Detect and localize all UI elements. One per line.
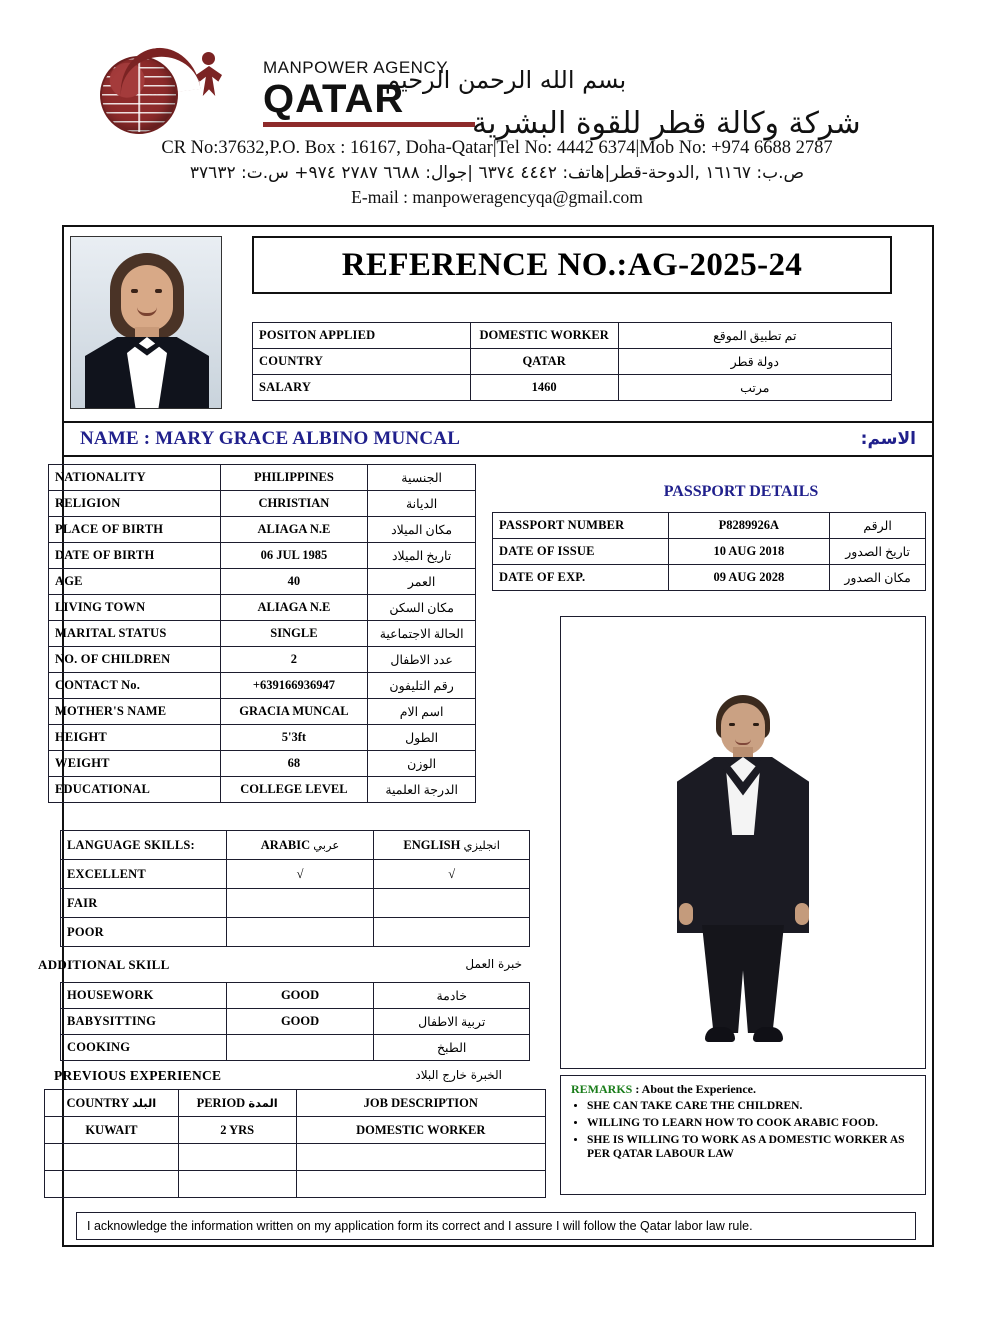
bismillah-text: بسم الله الرحمن الرحيم [385,66,627,94]
table-header-row [45,1090,546,1117]
experience-period-2 [178,1144,296,1171]
living-town-value: ALIAGA N.E [220,595,368,621]
nationality-value: PHILIPPINES [220,465,368,491]
table-row [49,777,476,803]
marital-status-value: SINGLE [220,621,368,647]
cooking-arabic: الطبخ [374,1035,530,1061]
table-row [253,323,892,349]
additional-skill-table [60,982,530,1061]
arabic-col-label-ar: عربي [313,837,340,852]
additional-skill-header [30,957,530,973]
headshot-eye-right [155,289,162,293]
table-row [45,1144,546,1171]
table-row [45,1171,546,1198]
reference-number: REFERENCE NO.:AG-2025-24 [341,246,803,283]
remarks-title-main: REMARKS [571,1082,633,1096]
age-value: 40 [220,569,368,595]
educational-value: COLLEGE LEVEL [220,777,368,803]
table-row [49,751,476,777]
living-town-arabic: مكان السكن [368,595,476,621]
period-header-ar: المدة [248,1095,278,1110]
housework-label: HOUSEWORK [61,983,227,1009]
fullphoto-shoe-right [753,1027,783,1042]
experience-period-header [178,1090,296,1117]
salary-label: SALARY [253,375,471,401]
table-row [253,375,892,401]
contact-arabic: ص.ب: ١٦١٦٧ ,الدوحة-قطر|هاتف: ٤٤٤٢ ٦٣٧٤ |جوال: ٦٦٨٨ ٢٧٨٧ ٩٧٤+ س.ت: ٣٧٦٣٢ [189,162,805,183]
marital-status-arabic: الحالة الاجتماعية [368,621,476,647]
experience-country-header [45,1090,179,1117]
table-row [493,539,926,565]
fullphoto-pants [702,925,784,1033]
fair-english-mark[interactable] [374,889,530,918]
language-skills-label: LANGUAGE SKILLS: [61,831,227,860]
table-row [61,860,530,889]
educational-label: EDUCATIONAL [49,777,221,803]
poor-english-mark[interactable] [374,918,530,947]
fullphoto-eye-left [729,723,735,726]
educational-arabic: الدرجة العلمية [368,777,476,803]
contact-block [0,136,994,209]
previous-experience-title-arabic: الخبرة خارج البلاد [415,1068,502,1082]
height-label: HEIGHT [49,725,221,751]
mother-name-value: GRACIA MUNCAL [220,699,368,725]
applicant-name: NAME : MARY GRACE ALBINO MUNCAL [80,428,461,449]
experience-period-3 [178,1171,296,1198]
position-value: DOMESTIC WORKER [470,323,618,349]
place-of-birth-value: ALIAGA N.E [220,517,368,543]
mother-name-arabic: اسم الام [368,699,476,725]
table-row [45,1117,546,1144]
position-arabic: تم تطبيق الموقع [618,323,891,349]
poor-label: POOR [61,918,227,947]
country-arabic: دولة قطر [618,349,891,375]
contact-arabic: رقم التليفون [368,673,476,699]
remarks-title-rest: : About the Experience. [632,1082,756,1096]
additional-skill-title-arabic: خبرة العمل [465,957,522,971]
date-of-expiry-arabic: مكان الصدور [830,565,926,591]
date-of-issue-label: DATE OF ISSUE [493,539,669,565]
place-of-birth-arabic: مكان الميلاد [368,517,476,543]
passport-number-arabic: الرقم [830,513,926,539]
document-header [0,18,994,209]
applicant-name-bar [64,421,932,457]
passport-number-label: PASSPORT NUMBER [493,513,669,539]
passport-details-title: PASSPORT DETAILS [663,483,819,500]
age-arabic: العمر [368,569,476,595]
fullphoto-hand-right [795,903,809,925]
weight-value: 68 [220,751,368,777]
table-row [61,983,530,1009]
table-row [49,673,476,699]
person-figure-icon [196,52,222,98]
nationality-arabic: الجنسية [368,465,476,491]
table-row [49,543,476,569]
excellent-label: EXCELLENT [61,860,227,889]
list-item: • SHE IS WILLING TO WORK AS A DOMESTIC WORKER AS PER QATAR LABOUR LAW [587,1133,921,1161]
acknowledgement-text: I acknowledge the information written on my application form its correct and I assure I will follow the Qatar labor law rule. [87,1219,753,1233]
date-of-birth-label: DATE OF BIRTH [49,543,221,569]
height-arabic: الطول [368,725,476,751]
weight-label: WEIGHT [49,751,221,777]
table-row [49,569,476,595]
table-row [49,491,476,517]
salary-value: 1460 [470,375,618,401]
language-skills-table [60,830,530,947]
figure-head [202,52,215,65]
table-row [49,517,476,543]
fair-arabic-mark[interactable] [226,889,374,918]
fair-label: FAIR [61,889,227,918]
figure-body [196,66,222,96]
agency-logo [0,18,994,141]
applicant-name-arabic-label: الاسم: [860,429,916,449]
experience-job-header: JOB DESCRIPTION [296,1090,545,1117]
date-of-issue-value: 10 AUG 2018 [668,539,830,565]
children-label: NO. OF CHILDREN [49,647,221,673]
country-header-en: COUNTRY [66,1095,129,1110]
experience-period-1: 2 YRS [178,1117,296,1144]
fullphoto-eye-right [753,723,759,726]
age-label: AGE [49,569,221,595]
table-row [49,699,476,725]
list-item: • SHE CAN TAKE CARE THE CHILDREN. [587,1099,921,1113]
position-label: POSITON APPLIED [253,323,471,349]
date-of-expiry-label: DATE OF EXP. [493,565,669,591]
babysitting-value: GOOD [226,1009,374,1035]
additional-skill-title: ADDITIONAL SKILL [38,957,170,972]
table-row [253,349,892,375]
poor-arabic-mark[interactable] [226,918,374,947]
fullphoto-hand-left [679,903,693,925]
language-english-header [374,831,530,860]
previous-experience-title: PREVIOUS EXPERIENCE [54,1068,222,1083]
table-row [61,889,530,918]
headshot-face [121,265,173,331]
experience-job-1: DOMESTIC WORKER [296,1117,545,1144]
cooking-label: COOKING [61,1035,227,1061]
date-of-issue-arabic: تاريخ الصدور [830,539,926,565]
personal-details-table [48,464,476,803]
children-value: 2 [220,647,368,673]
experience-country-1: KUWAIT [45,1117,179,1144]
country-label: COUNTRY [253,349,471,375]
marital-status-label: MARITAL STATUS [49,621,221,647]
brand-rule [263,122,475,127]
date-of-expiry-value: 09 AUG 2028 [668,565,830,591]
weight-arabic: الوزن [368,751,476,777]
children-arabic: عدد الاطفال [368,647,476,673]
excellent-arabic-mark[interactable]: √ [226,860,374,889]
english-col-label: ENGLISH [403,837,461,852]
previous-experience-header [54,1068,534,1084]
babysitting-label: BABYSITTING [61,1009,227,1035]
arc-decoration [115,43,200,98]
place-of-birth-label: PLACE OF BIRTH [49,517,221,543]
table-row [61,1009,530,1035]
language-arabic-header [226,831,374,860]
list-item: • WILLING TO LEARN HOW TO COOK ARABIC FOOD. [587,1116,921,1130]
passport-number-value: P8289926A [668,513,830,539]
table-row [49,595,476,621]
excellent-english-mark[interactable]: √ [374,860,530,889]
remarks-list [571,1099,921,1161]
brand-line1: MANPOWER AGENCY [263,58,449,77]
table-row [493,513,926,539]
cooking-value [226,1035,374,1061]
religion-value: CHRISTIAN [220,491,368,517]
religion-label: RELIGION [49,491,221,517]
previous-experience-table [44,1089,546,1198]
country-header-ar: البلد [131,1095,157,1110]
housework-arabic: خادمة [374,983,530,1009]
height-value: 5'3ft [220,725,368,751]
reference-box [252,236,892,294]
brand-line2: QATAR [263,77,405,121]
nationality-label: NATIONALITY [49,465,221,491]
table-row [61,1035,530,1061]
table-row [49,725,476,751]
fullphoto-shoe-left [705,1027,735,1042]
arabic-col-label: ARABIC [260,837,311,852]
table-row [493,565,926,591]
table-row [49,647,476,673]
contact-email: E-mail : manpoweragencyqa@gmail.com [351,186,643,207]
babysitting-arabic: تربية الاطفال [374,1009,530,1035]
remarks-title [571,1082,921,1097]
position-applied-table [252,322,892,401]
living-town-label: LIVING TOWN [49,595,221,621]
contact-value: +639166936947 [220,673,368,699]
mother-name-label: MOTHER'S NAME [49,699,221,725]
contact-label: CONTACT No. [49,673,221,699]
remarks-box [560,1075,926,1195]
headshot-eye-left [131,289,138,293]
table-row [49,465,476,491]
period-header-en: PERIOD [196,1095,246,1110]
applicant-headshot [70,236,222,409]
acknowledgement-box [76,1212,916,1240]
experience-job-2 [296,1144,545,1171]
country-value: QATAR [470,349,618,375]
experience-job-3 [296,1171,545,1198]
applicant-full-photo [560,616,926,1069]
date-of-birth-value: 06 JUL 1985 [220,543,368,569]
table-row [49,621,476,647]
salary-arabic: مرتب [618,375,891,401]
date-of-birth-arabic: تاريخ الميلاد [368,543,476,569]
religion-arabic: الديانة [368,491,476,517]
experience-country-2 [45,1144,179,1171]
experience-country-3 [45,1171,179,1198]
english-col-label-ar: انجليزي [463,837,500,852]
housework-value: GOOD [226,983,374,1009]
passport-details-table [492,512,926,591]
brand-arabic: شركة وكالة قطر للقوة البشرية [472,106,861,141]
table-row [61,831,530,860]
table-row [61,918,530,947]
contact-english: CR No:37632,P.O. Box : 16167, Doha-Qatar|Tel No: 4442 6374|Mob No: +974 6688 2787 [161,138,833,158]
